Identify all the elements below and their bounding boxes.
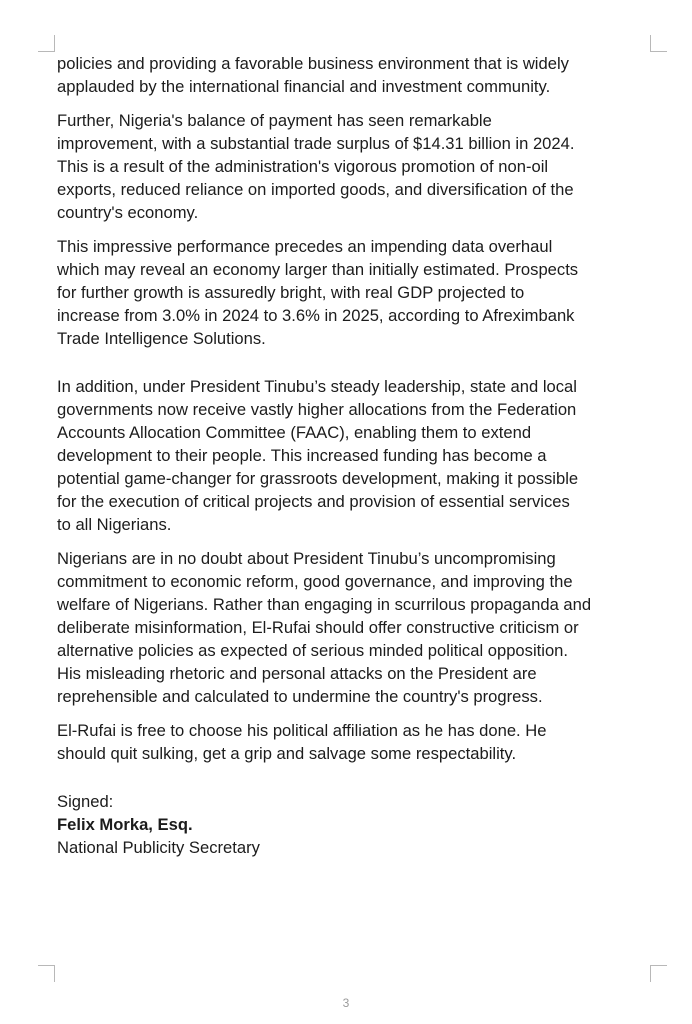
paragraph-balance-of-payment: Further, Nigeria's balance of payment has seen remarkable improvement, with a substantial trade surplus of $14.31 billion in 2024. This is a result of the administration's vigorous promotion of non-oil exports, reduced reliance on imported goods, and diversification of the country's economy.	[57, 111, 575, 222]
paragraph-faac-allocations: In addition, under President Tinubu’s steady leadership, state and local governments now receive vastly higher allocations from the Federation Accounts Allocation Committee (FAAC), enabling them to extend development to their people. This increased funding has become a potential game-changer for grassroots development, making it possible for the execution of critical projects and provision of essential services to all Nigerians.	[57, 377, 579, 534]
paragraph-reform-commitment: Nigerians are in no doubt about President Tinubu’s uncompromising commitment to economic reform, good governance, and improving the welfare of Nigerians. Rather than engaging in scurrilous propaganda and deliberate misinformation, El-Rufai should offer constructive criticism or alternative policies as expected of serious minded political opposition. His misleading rhetoric and personal attacks on the President are reprehensible and calculated to undermine the country's progress.	[57, 549, 592, 706]
crop-mark-bottom-right	[650, 965, 667, 982]
document-body	[57, 52, 657, 859]
signature-label: Signed:	[57, 792, 114, 811]
crop-mark-top-right	[650, 35, 667, 52]
signatory-title: National Publicity Secretary	[57, 838, 260, 857]
crop-mark-bottom-left	[38, 965, 55, 982]
signature-block	[57, 790, 657, 859]
crop-mark-top-left	[38, 35, 55, 52]
paragraph-gdp-outlook: This impressive performance precedes an impending data overhaul which may reveal an economy larger than initially estimated. Prospects for further growth is assuredly bright, with real GDP projected to increase from 3.0% in 2024 to 3.6% in 2025, according to Afreximbank Trade Intelligence Solutions.	[57, 237, 579, 348]
page-number: 3	[342, 996, 350, 1010]
signatory-name: Felix Morka, Esq.	[57, 815, 193, 834]
paragraph-political-affiliation: El-Rufai is free to choose his political affiliation as he has done. He should quit sulking, get a grip and salvage some respectability.	[57, 721, 547, 763]
paragraph-continued-policies: policies and providing a favorable business environment that is widely applauded by the international financial and investment community.	[57, 54, 569, 96]
